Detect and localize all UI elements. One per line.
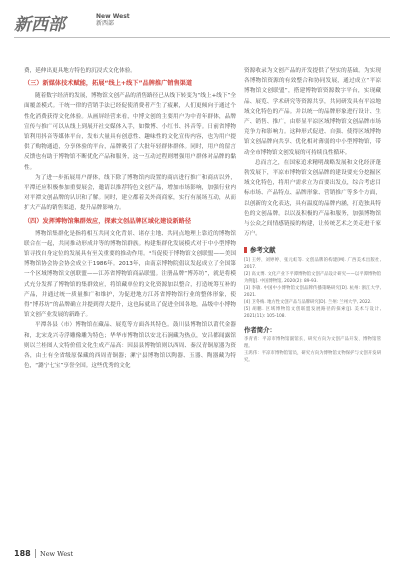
references-heading: 参考文献 [244,245,381,254]
right-column [244,66,381,364]
logo-en-line1: New West [96,13,130,20]
logo-en-line2: 新西部 [96,20,115,27]
reference-item: [2] 高文博. 文化产业下平潭博物馆文创产品设计研究——以平潭博物馆为例[J]. 中国博物馆, 2020(2): 89-93. [244,272,381,285]
section-3-paragraph-2: 为了进一步拓展用户群体，线下除了博物馆内设置的商店进行推广和商店以外，平潭还应积极参加重要展会，邀请以推荐特色文创产品，增加市场影响，加强行业内对平潭文创品牌的认识和了解。同时，建立都着关外商商家，实行有展场互动，从而扩大产品的销售渠道，提升品牌影响力。 [24,174,236,212]
magazine-logo: 新西部 [14,15,65,35]
reference-item: [3] 李敏. 中国中小博物馆文创品牌传播策略研究[D]. 杭州: 浙江大学, 2021. [244,286,381,299]
section-4-paragraph-2: 平潭各县（市）博物馆在藏品、展览等方面各其特色。鼓川县博物馆以莆代金器和，北宋龙兴寺浮雕像雕为特色；华华市博物馆以安北石涧藏为热点，安吕都闻露馆则以兰桂图人文特价值文化生成产品高：因县县博物馆则以西周、秦汉青铜原器为资各，由土有全省级原保藏的西周青铜器；漯宁县博物馆以陶器、玉器、陶器藏为特色，“潞宁七宝”享誉全国。这些优秀的文化 [24,322,236,370]
author-bio: 王鸿伟：平凉市博物馆馆员，研究方向为博物馆文物保护与文创开发研究。 [244,351,381,364]
header-divider [14,37,390,38]
reference-item: [4] 卫冬梅. 地方性文创产品与品牌研究[D]. 兰州: 兰州大学, 2022. [244,300,372,306]
continued-paragraph: 资源收录为文创产品的开发提供了坚实的基础。为实现各博物馆资源的有效整合和协同发展，通过成立“平凉博物馆文创联盟”，搭建博物馆资源数字平台，实现藏品、展览、学术研究等资源共享，共同研发具有平凉地域文化特色的产品。并以统一的品牌形象进行设计、生产、销售、推广，由彰显平凉区域博物馆文创品牌市场竞争力和影响力。这种形式促进、自强、使得区域博物馆文创品牌向共享、优化相对薄弱的中小型博物馆，带动全市博物馆文创发展的可持续良性循环。 [244,68,381,156]
intro-paragraph: 费，延伸出更具地方特色的沉浸式文化体验。 [24,68,136,74]
reference-item: [5] 胡鹏. 区域博物馆文创联盟发展路径的探索[J]. 美术与设计, 2021(11): 105-108. [244,307,381,320]
footer-divider [35,549,36,558]
section-heading-3: （三）新媒体技术赋能，拓展“线上+线下”品牌推广销售渠道 [24,80,193,88]
magazine-logo-subtitle [96,13,130,27]
conclusion-paragraph: 总而言之，在国家追求精明战略发展和文化经济蓬勃发展下，平凉市博物馆文创品牌的建设要充分挖掘区域文化特色，将用户需求立为首要出发点，综合考虑目标市场、产品特点、品牌形象、营销推广等多个方面，以创新的文化表达，具有温度的品牌内涵，打造独具特色的文创品牌。以以及积极的产品和服务，加强博物馆与公众之间情感链接的构建，让传统艺术之美走进千家万户。 [244,159,381,238]
author-bio-heading: 作者简介： [244,326,276,335]
section-4-paragraph: 博物馆集群化是指将相互共同文化背景、诸存主地、共同点地理上靠近的博物馆联合在一起，共同推动形成并等的博物馆群族。构建集群化发展模式对于中小型博物馆寻找自身定位的发展具有至关重要的推动作用。⁴当促使于博物馆文创联盟——美国博物馆协会协会协会成立于1986年。2013年，由南京博物院倡议发起成立了全国第一个区域博物馆文创联盟——江苏省博物馆商品联盟。注册品牌“博苏坊”，就是将模式充分发挥了博物馆的集群效应，将馆藏单位的文化资源加以整合，打造统筹互补的产品，并通过统一质量推广和维护，为促进地方江苏省博物馆行业的整体形象，使得“博苏坊”的品牌确立并提到得大提升，这也际就出了促进全国各地，品级中小博物馆文创产业发展的新路子。 [24,230,236,319]
section-3-paragraph: 随着数字经济的发展，博物馆文创产品的消售路径已从线下转变为“线上+线下”全面覆盖模式。干统一律的营销手法已经促使消费者产生了疲累，人们更倾向于通过个性化消费获得文化体验。从画屏经营来看，中博文创的主要用户为中青年群体，品牌宣传与推广可以从线上到展开社交媒体入手，如微博、小红书、抖音等。日前省博物馆利用抖音等媒体平台，发布大量具有创意性、趣味性的文化宣传内容，也为用户提供了购物通道，分享体验的平台，品牌吸引了大批年轻群体群体。同时，用户的留言反馈也有助于博物馆不断优化产品和服务，这一互动过程则增强用户群体对品牌的黏性。 [24,93,236,171]
footer-magazine-name: New West [40,550,74,558]
author-bio: 李青青：平凉市博物馆副馆长，研究方向为文创产品开发、博物馆管理。 [244,337,381,350]
section-heading-4: （四）发挥博物馆集群效应，探索文创品牌区域化建设新路径 [24,217,192,225]
page-number: 188 [14,549,31,558]
left-column [24,66,236,371]
page-footer [14,547,390,561]
reference-item: [1] 王婷、刘婷婷、张元虹等. 文创品牌的构建[M]. 广西美术出版社, 2017. [244,258,381,271]
masthead [14,10,394,34]
